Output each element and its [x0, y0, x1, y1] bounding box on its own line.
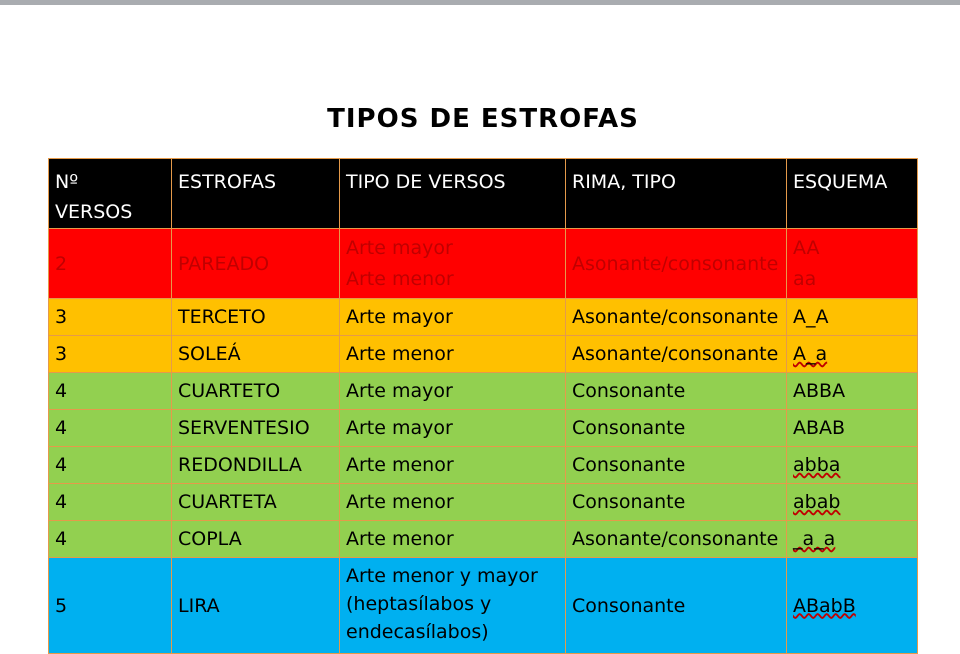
cell-estrofa: CUARTETO	[172, 373, 340, 410]
cell-tipo: Arte mayor	[340, 299, 566, 336]
cell-tipo: Arte menor	[340, 447, 566, 484]
table-row	[49, 521, 918, 558]
header-tipo-versos: TIPO DE VERSOS	[340, 159, 566, 229]
cell-esquema: ABabB	[787, 558, 918, 654]
cell-tipo	[340, 558, 566, 654]
cell-tipo: Arte menor	[340, 336, 566, 373]
cell-esquema: ABBA	[787, 373, 918, 410]
cell-estrofa: REDONDILLA	[172, 447, 340, 484]
cell-rima: Asonante/consonante	[566, 299, 787, 336]
cell-esquema: abab	[787, 484, 918, 521]
header-num-versos	[49, 159, 172, 229]
cell-rima: Asonante/consonante	[566, 336, 787, 373]
table-row	[49, 410, 918, 447]
cell-estrofa: SOLEÁ	[172, 336, 340, 373]
table-row	[49, 447, 918, 484]
cell-num: 4	[49, 410, 172, 447]
cell-tipo: Arte mayor	[340, 410, 566, 447]
cell-tipo-line: (heptasílabos y	[346, 593, 492, 615]
cell-estrofa: PAREADO	[172, 229, 340, 299]
table-row	[49, 373, 918, 410]
cell-num: 4	[49, 521, 172, 558]
cell-estrofa: COPLA	[172, 521, 340, 558]
cell-rima: Consonante	[566, 558, 787, 654]
page-title: TIPOS DE ESTROFAS	[327, 104, 639, 134]
cell-tipo-line: Arte menor	[346, 267, 454, 290]
table-header-row	[49, 159, 918, 229]
cell-num: 4	[49, 373, 172, 410]
cell-num: 2	[49, 229, 172, 299]
estrofas-table	[48, 158, 918, 654]
cell-tipo-line: Arte menor y mayor	[346, 565, 538, 587]
top-border	[0, 0, 960, 5]
table-row	[49, 484, 918, 521]
cell-esquema: ABAB	[787, 410, 918, 447]
header-rima-tipo: RIMA, TIPO	[566, 159, 787, 229]
cell-esquema: _a_a	[787, 521, 918, 558]
header-num-line2: VERSOS	[55, 201, 133, 223]
cell-num: 4	[49, 484, 172, 521]
cell-rima: Asonante/consonante	[566, 229, 787, 299]
cell-tipo: Arte mayor	[340, 373, 566, 410]
cell-esquema-line: aa	[793, 267, 817, 290]
cell-rima: Consonante	[566, 410, 787, 447]
cell-esquema-line: AA	[793, 236, 820, 259]
cell-estrofa: LIRA	[172, 558, 340, 654]
cell-tipo-line: Arte mayor	[346, 236, 453, 259]
cell-esquema: A_A	[787, 299, 918, 336]
cell-num: 5	[49, 558, 172, 654]
header-estrofas: ESTROFAS	[172, 159, 340, 229]
cell-rima: Consonante	[566, 447, 787, 484]
table-row	[49, 299, 918, 336]
cell-esquema: A_a	[787, 336, 918, 373]
cell-estrofa: TERCETO	[172, 299, 340, 336]
cell-num: 3	[49, 299, 172, 336]
cell-esquema	[787, 229, 918, 299]
cell-esquema: abba	[787, 447, 918, 484]
header-esquema: ESQUEMA	[787, 159, 918, 229]
table-row	[49, 558, 918, 654]
cell-rima: Asonante/consonante	[566, 521, 787, 558]
cell-tipo: Arte menor	[340, 484, 566, 521]
cell-tipo	[340, 229, 566, 299]
cell-tipo: Arte menor	[340, 521, 566, 558]
cell-estrofa: SERVENTESIO	[172, 410, 340, 447]
cell-rima: Consonante	[566, 484, 787, 521]
cell-tipo-line: endecasílabos)	[346, 621, 489, 643]
header-num-line1: Nº	[55, 171, 79, 193]
cell-num: 4	[49, 447, 172, 484]
cell-estrofa: CUARTETA	[172, 484, 340, 521]
cell-rima: Consonante	[566, 373, 787, 410]
table-row	[49, 229, 918, 299]
table-row	[49, 336, 918, 373]
cell-num: 3	[49, 336, 172, 373]
